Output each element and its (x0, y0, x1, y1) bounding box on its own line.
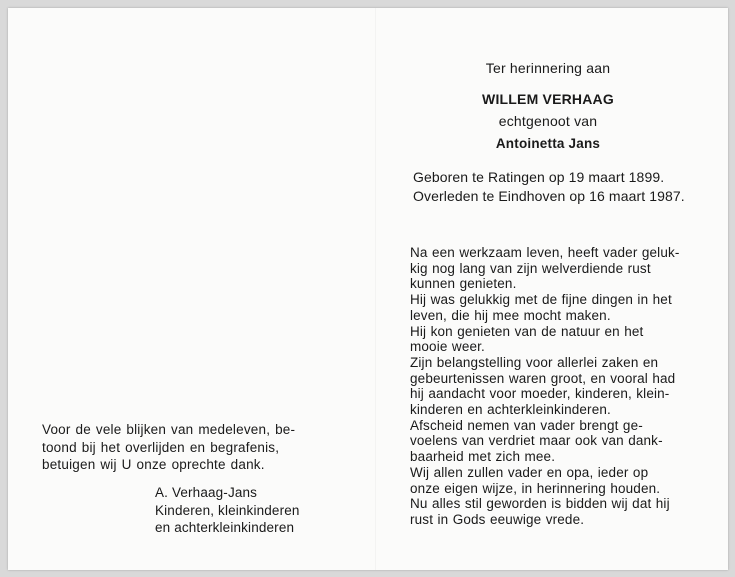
eulogy-line: Nu alles stil geworden is bidden wij dat hij (410, 496, 670, 512)
dates-block (413, 168, 685, 206)
death-line: Overleden te Eindhoven op 16 maart 1987. (413, 188, 685, 204)
eulogy-line: Na een werkzaam leven, heeft vader geluk- (410, 245, 680, 260)
eulogy-line: mooie weer. (410, 339, 485, 355)
birth-line: Geboren te Ratingen op 19 maart 1899. (413, 169, 665, 185)
thanks-line: betuigen wij U onze oprechte dank. (42, 457, 265, 472)
eulogy-line: voelens van verdriet maar ook van dank- (410, 433, 663, 449)
intro-text: Ter herinnering aan (485, 60, 611, 76)
card-fold (375, 8, 376, 570)
eulogy-line: kunnen genieten. (410, 276, 517, 292)
thanks-text (42, 421, 295, 474)
eulogy-line: Wij allen zullen vader en opa, ieder op (410, 464, 649, 480)
eulogy-line: rust in Gods eeuwige vrede. (410, 511, 585, 527)
thanks-line: toond bij het overlijden en begrafenis, (42, 439, 280, 455)
signature-line: en achterkleinkinderen (155, 520, 295, 535)
signature-line: A. Verhaag-Jans (155, 485, 258, 500)
eulogy-line: kinderen en achterkleinkinderen. (410, 402, 611, 418)
eulogy-line: Afscheid nemen van vader brengt ge- (410, 417, 643, 433)
eulogy-line: Zijn belangstelling voor allerlei zaken en (410, 354, 659, 370)
signature-line: Kinderen, kleinkinderen (155, 502, 300, 518)
eulogy-line: onze eigen wijze, in herinnering houden. (410, 480, 661, 496)
eulogy-line: leven, die hij mee mocht maken. (410, 307, 611, 323)
deceased-name: WILLEM VERHAAG (482, 91, 614, 107)
eulogy-line: Hij was gelukkig met de fijne dingen in het (410, 292, 672, 308)
eulogy-line: Hij kon genieten van de natuur en het (410, 323, 644, 339)
eulogy-line: hij aandacht voor moeder, kinderen, klein- (410, 386, 670, 402)
eulogy-line: kig nog lang van zijn welverdiende rust (410, 260, 651, 276)
eulogy-line: baarheid met zich mee. (410, 449, 556, 465)
thanks-line: Voor de vele blijken van medeleven, be- (42, 422, 296, 437)
spouse-name: Antoinetta Jans (495, 136, 601, 151)
relation-text: echtgenoot van (498, 113, 598, 129)
memorial-card (8, 8, 728, 570)
signature-block (155, 484, 300, 537)
eulogy-text (410, 245, 706, 528)
eulogy-line: gebeurtenissen waren groot, en vooral had (410, 370, 676, 386)
